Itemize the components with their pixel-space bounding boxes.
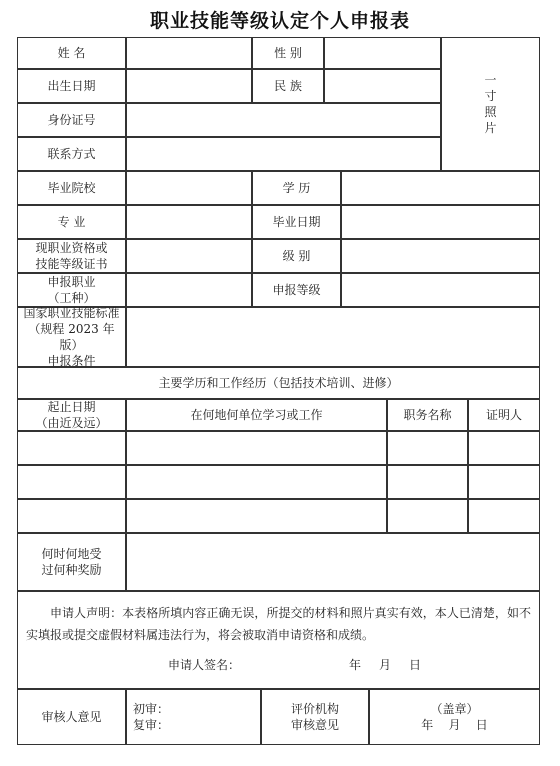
photo-char: 寸 xyxy=(484,89,497,103)
field-apply-occupation[interactable] xyxy=(126,273,252,307)
label-education: 学 历 xyxy=(252,171,341,205)
field-standard-conditions[interactable] xyxy=(126,307,540,367)
label-contact: 联系方式 xyxy=(17,137,126,171)
seal-label: （盖章） xyxy=(430,702,479,716)
signature-day: 日 xyxy=(409,658,422,672)
history-row-dates[interactable] xyxy=(17,465,126,499)
label-name: 姓 名 xyxy=(17,37,126,69)
photo-char: 片 xyxy=(484,121,497,135)
label-birth-date: 出生日期 xyxy=(17,69,126,103)
review-initial-box[interactable] xyxy=(126,689,261,745)
label-graduation-date: 毕业日期 xyxy=(252,205,341,239)
history-row-position[interactable] xyxy=(387,465,468,499)
declaration-box xyxy=(17,591,540,689)
signature-line xyxy=(18,654,539,674)
history-row-place[interactable] xyxy=(126,465,387,499)
history-row-position[interactable] xyxy=(387,431,468,465)
label-current-cert: 现职业资格或 技能等级证书 xyxy=(17,239,126,273)
form-title: 职业技能等级认定个人申报表 xyxy=(149,10,410,32)
signature-year: 年 xyxy=(349,658,362,672)
history-row-position[interactable] xyxy=(387,499,468,533)
field-education[interactable] xyxy=(341,171,540,205)
field-birth-date[interactable] xyxy=(126,69,252,103)
label-awards: 何时何地受 过何种奖励 xyxy=(17,533,126,591)
second-review-label: 复审： xyxy=(133,718,170,732)
history-row-witness[interactable] xyxy=(468,465,540,499)
field-apply-level[interactable] xyxy=(341,273,540,307)
history-row-witness[interactable] xyxy=(468,431,540,465)
field-contact[interactable] xyxy=(126,137,441,171)
field-graduation-date[interactable] xyxy=(341,205,540,239)
field-major[interactable] xyxy=(126,205,252,239)
field-id-number[interactable] xyxy=(126,103,441,137)
history-row-place[interactable] xyxy=(126,499,387,533)
history-section-title: 主要学历和工作经历（包括技术培训、进修） xyxy=(17,367,540,399)
seal-date: 年 月 日 xyxy=(421,718,488,732)
history-row-dates[interactable] xyxy=(17,499,126,533)
label-school: 毕业院校 xyxy=(17,171,126,205)
signature-label: 申请人签名： xyxy=(168,658,241,672)
label-id-number: 身份证号 xyxy=(17,103,126,137)
label-level: 级 别 xyxy=(252,239,341,273)
history-row-dates[interactable] xyxy=(17,431,126,465)
label-gender: 性 别 xyxy=(252,37,324,69)
signature-month: 月 xyxy=(379,658,392,672)
label-reviewer-opinion: 审核人意见 xyxy=(17,689,126,745)
field-current-cert[interactable] xyxy=(126,239,252,273)
declaration-text: 申请人声明：本表格所填内容正确无误，所提交的材料和照片真实有效，本人已清楚，如不实填报或提交虚假材料属违法行为，将会被取消申请资格和成绩。 xyxy=(26,606,531,642)
seal-box[interactable] xyxy=(369,689,540,745)
photo-char: 照 xyxy=(484,105,497,119)
history-col-dates: 起止日期 （由近及远） xyxy=(17,399,126,431)
photo-box xyxy=(441,37,540,171)
field-name[interactable] xyxy=(126,37,252,69)
history-row-place[interactable] xyxy=(126,431,387,465)
photo-char: 一 xyxy=(484,73,497,87)
field-gender[interactable] xyxy=(324,37,441,69)
eval-org-box xyxy=(261,689,369,745)
label-apply-occupation: 申报职业 （工种） xyxy=(17,273,126,307)
history-col-position: 职务名称 xyxy=(387,399,468,431)
history-col-witness: 证明人 xyxy=(468,399,540,431)
field-awards[interactable] xyxy=(126,533,540,591)
eval-org-label: 评价机构 xyxy=(290,702,339,716)
first-review-label: 初审： xyxy=(133,702,170,716)
label-apply-level: 申报等级 xyxy=(252,273,341,307)
label-standard-conditions: 国家职业技能标准 （规程 2023 年版） 申报条件 xyxy=(17,307,126,367)
field-level[interactable] xyxy=(341,239,540,273)
label-major: 专 业 xyxy=(17,205,126,239)
eval-opinion-label: 审核意见 xyxy=(290,718,339,732)
field-ethnicity[interactable] xyxy=(324,69,441,103)
label-ethnicity: 民 族 xyxy=(252,69,324,103)
history-col-place: 在何地何单位学习或工作 xyxy=(126,399,387,431)
field-school[interactable] xyxy=(126,171,252,205)
history-row-witness[interactable] xyxy=(468,499,540,533)
